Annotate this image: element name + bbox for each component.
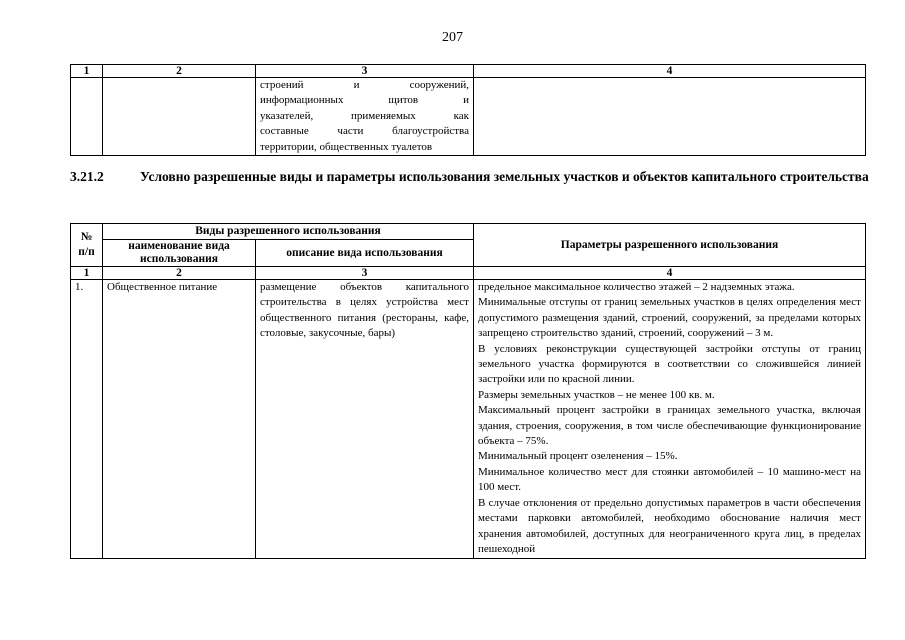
col-number: 2 <box>103 65 256 78</box>
text-line: составные части благоустройства <box>260 125 469 138</box>
section-heading <box>70 168 870 185</box>
row-num: 1. <box>71 280 103 559</box>
column-number-row <box>71 267 866 280</box>
param-paragraph: В случае отклонения от предельно допустимых параметров в части обеспечения местами парковки автомобилей, необходимо обоснование наличия мест хранения автомобилей, доступных для неограниченного круга лиц, в пределах пешеходной <box>478 496 861 555</box>
permitted-use-table <box>70 223 866 559</box>
header-group: Виды разрешенного использования <box>103 224 474 240</box>
column-number-row <box>71 65 866 78</box>
use-description: размещение объектов капитального строительства в целях устройства мест общественного питания (рестораны, кафе, столовые, закусочные, бары) <box>256 280 474 559</box>
param-paragraph: В условиях реконструкции существующей застройки отступы от границ земельного участка формируются в соответствии со сложившейся линией застройки или по красной линии. <box>478 342 861 386</box>
header-num: № п/п <box>71 224 103 267</box>
page-number: 207 <box>442 30 463 45</box>
param-paragraph: Размеры земельных участков – не менее 100 кв. м. <box>478 388 715 401</box>
param-paragraph: Минимальное количество мест для стоянки автомобилей – 10 машино-мест на 100 мест. <box>478 465 861 494</box>
table-cell <box>71 78 103 156</box>
table-row <box>71 78 866 156</box>
col-number: 3 <box>256 267 474 280</box>
text-line: информационных щитов и <box>260 94 469 107</box>
params-content <box>478 280 861 558</box>
table-cell <box>103 78 256 156</box>
section-number: 3.21.2 <box>70 169 104 184</box>
table-row <box>71 280 866 559</box>
param-paragraph: предельное максимальное количество этажей – 2 надземных этажа. <box>478 281 795 293</box>
col-number: 3 <box>256 65 474 78</box>
text-line: территории, общественных туалетов <box>260 140 433 153</box>
col-number: 1 <box>71 267 103 280</box>
params-cell <box>474 280 866 559</box>
header-description: описание вида использования <box>256 240 474 267</box>
text-line: указателей, применяемых как <box>260 109 469 122</box>
header-row <box>71 224 866 240</box>
col-number: 4 <box>474 65 866 78</box>
col-number: 4 <box>474 267 866 280</box>
description-cell <box>256 78 474 156</box>
param-paragraph: Минимальные отступы от границ земельных участков в целях определения мест допустимого размещения зданий, строений, сооружений, за пределами которых запрещено строительство зданий, строений, сооружений – 3 м. <box>478 296 861 340</box>
col-number: 2 <box>103 267 256 280</box>
use-name: Общественное питание <box>103 280 256 559</box>
section-title: Условно разрешенные виды и параметры использования земельных участков и объектов капитального строительства <box>140 169 869 184</box>
continuation-table <box>70 64 866 156</box>
text-line: строений и сооружений, <box>260 79 469 91</box>
param-paragraph: Максимальный процент застройки в границах земельного участка, включая здания, строения, сооружения, в том числе обеспечивающие функционирование объекта – 75%. <box>478 404 861 448</box>
header-name: наименование вида использования <box>103 240 256 267</box>
param-paragraph: Минимальный процент озеленения – 15%. <box>478 450 678 463</box>
header-params: Параметры разрешенного использования <box>474 224 866 267</box>
col-number: 1 <box>71 65 103 78</box>
table-cell <box>474 78 866 156</box>
